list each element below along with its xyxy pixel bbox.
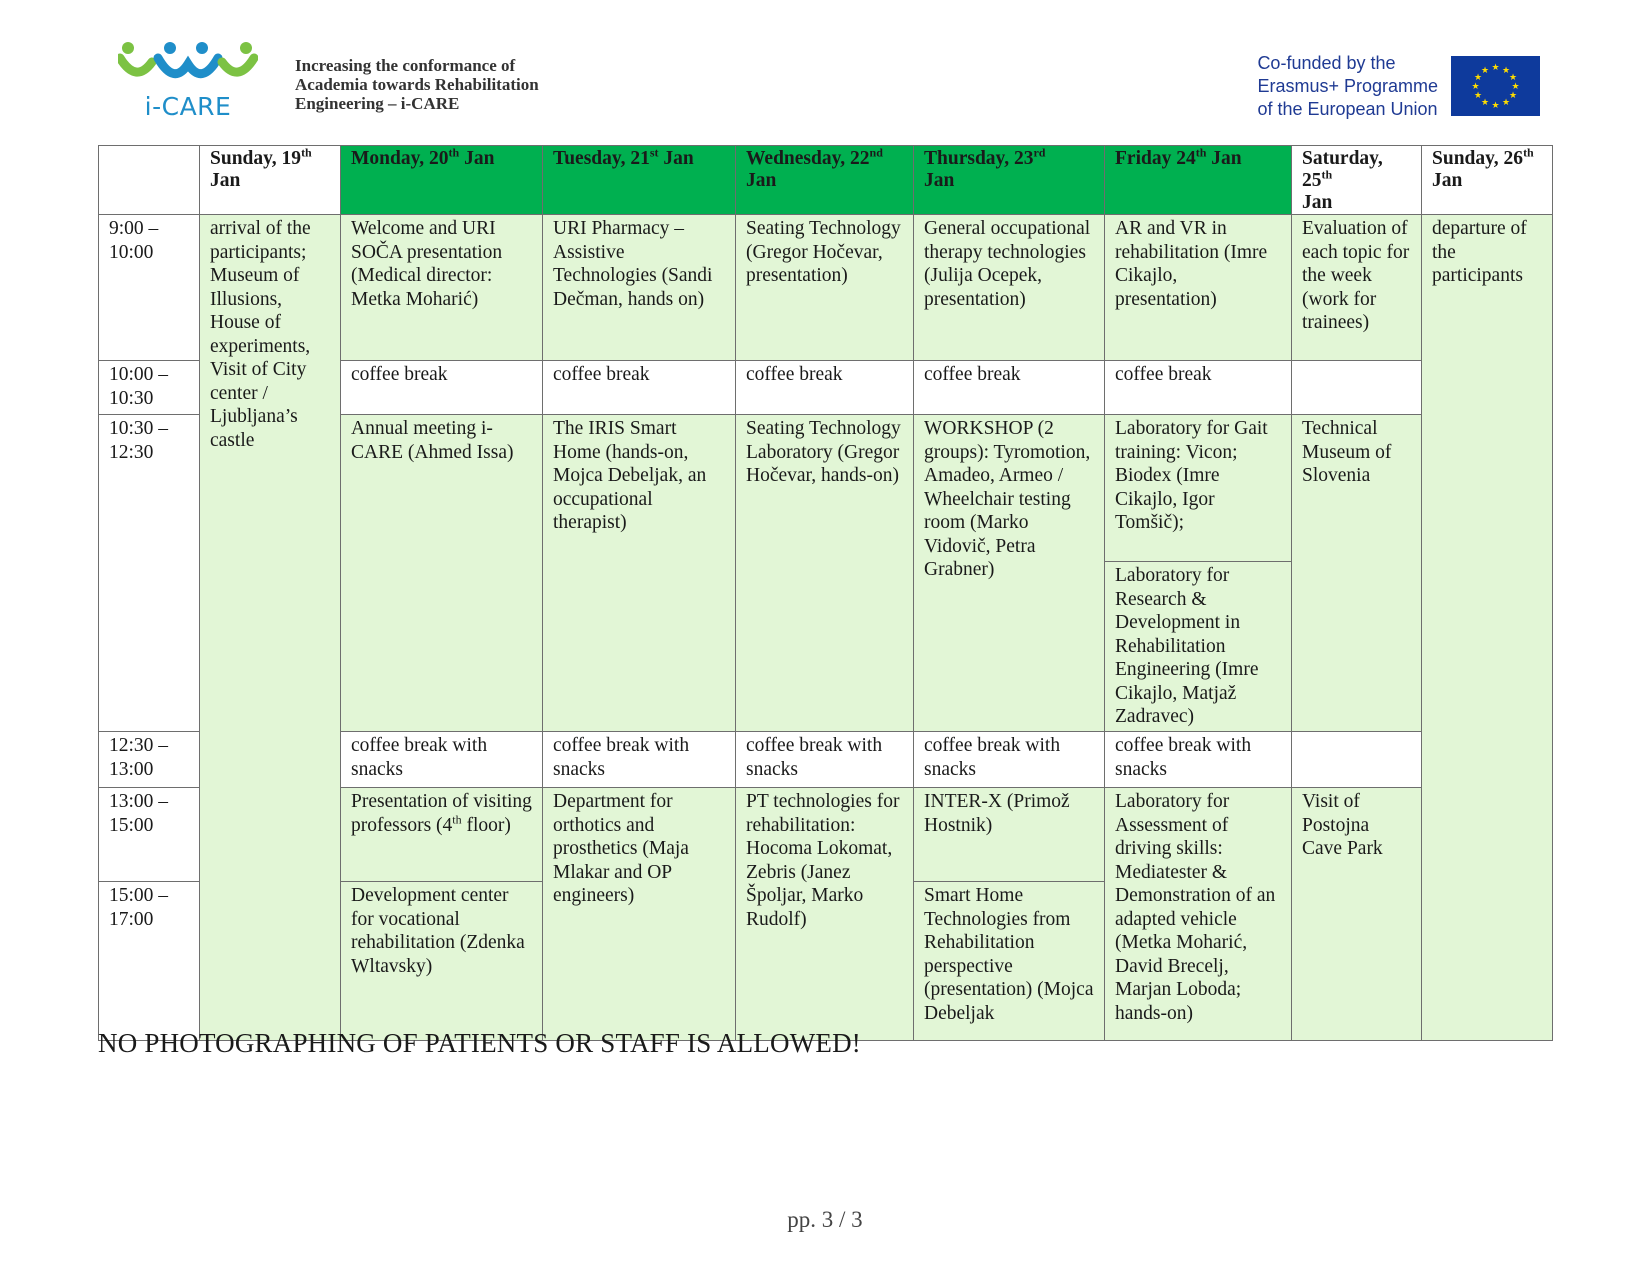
schedule-cell: coffee break with snacks: [1105, 732, 1292, 788]
schedule-cell: URI Pharmacy – Assistive Technologies (Sandi Dečman, hands on): [543, 215, 736, 361]
day-header: Wednesday, 22nd Jan: [736, 146, 914, 215]
schedule-cell: Laboratory for Assessment of driving skills: Mediatester & Demonstration of an adapted vehicle (Metka Moharić, David Brecelj, Marjan Loboda; hands-on): [1105, 788, 1292, 1041]
svg-text:★: ★: [1501, 66, 1511, 76]
time-slot: 15:00 – 17:00: [99, 882, 200, 1041]
svg-text:★: ★: [1480, 66, 1490, 76]
schedule-cell: Welcome and URI SOČA presentation (Medical director: Metka Moharić): [341, 215, 543, 361]
schedule-cell: coffee break: [341, 361, 543, 415]
schedule-cell: Smart Home Technologies from Rehabilitation perspective (presentation) (Mojca Debeljak: [914, 882, 1105, 1041]
svg-text:★: ★: [1501, 98, 1511, 108]
schedule-cell: Annual meeting i-CARE (Ahmed Issa): [341, 415, 543, 732]
schedule-cell: INTER-X (Primož Hostnik): [914, 788, 1105, 882]
svg-text:★: ★: [1508, 91, 1518, 101]
page-header: [0, 0, 1650, 140]
schedule-cell: coffee break with snacks: [736, 732, 914, 788]
svg-text:★: ★: [1471, 82, 1480, 92]
svg-text:★: ★: [1473, 91, 1483, 101]
eu-text-line: of the European Union: [1257, 99, 1438, 119]
schedule-cell: coffee break with snacks: [341, 732, 543, 788]
schedule-cell: Laboratory for Research & Development in Rehabilitation Engineering (Imre Cikajlo, Matjaž Zadravec): [1105, 562, 1292, 732]
schedule-cell: Presentation of visiting professors (4th floor): [341, 788, 543, 882]
svg-text:★: ★: [1511, 82, 1520, 92]
schedule-cell: The IRIS Smart Home (hands-on, Mojca Debeljak, an occupational therapist): [543, 415, 736, 732]
empty-cell: [1292, 361, 1422, 415]
eu-text-line: Erasmus+ Programme: [1257, 76, 1438, 96]
schedule-cell: WORKSHOP (2 groups): Tyromotion, Amadeo, Armeo / Wheelchair testing room (Marko Vidovič, Petra Grabner): [914, 415, 1105, 732]
project-title-line: Increasing the conformance of: [295, 56, 516, 75]
schedule-cell: PT technologies for rehabilitation: Hocoma Lokomat, Zebris (Janez Špoljar, Marko Rudolf): [736, 788, 914, 1041]
logo-text: i-CARE: [144, 92, 232, 121]
eu-flag-icon: [1451, 56, 1540, 116]
schedule-cell: Visit of Postojna Cave Park: [1292, 788, 1422, 1041]
time-slot: 9:00 – 10:00: [99, 215, 200, 361]
schedule-cell: Department for orthotics and prosthetics (Maja Mlakar and OP engineers): [543, 788, 736, 1041]
schedule-cell: General occupational therapy technologies (Julija Ocepek, presentation): [914, 215, 1105, 361]
time-slot: 12:30 – 13:00: [99, 732, 200, 788]
eu-text-line: Co-funded by the: [1257, 53, 1396, 73]
empty-cell: [1292, 732, 1422, 788]
schedule-table: [98, 145, 1553, 1041]
day-header: Monday, 20th Jan: [341, 146, 543, 215]
schedule-cell: coffee break with snacks: [543, 732, 736, 788]
schedule-cell: coffee break: [736, 361, 914, 415]
notice: NO PHOTOGRAPHING OF PATIENTS OR STAFF IS ALLOWED!: [98, 1028, 861, 1058]
page-number: pp. 3 / 3: [787, 1207, 863, 1232]
schedule-cell: coffee break: [914, 361, 1105, 415]
day-header: Sunday, 19th Jan: [200, 146, 341, 215]
schedule-cell: coffee break: [543, 361, 736, 415]
day-header: Friday 24th Jan: [1105, 146, 1292, 215]
project-title-line: Academia towards Rehabilitation: [295, 75, 539, 94]
header-row: [99, 146, 1553, 215]
i-care-logo: [118, 40, 258, 130]
project-title-line: Engineering – i-CARE: [295, 94, 460, 113]
time-slot: 10:30 – 12:30: [99, 415, 200, 732]
day-header: Sunday, 26th Jan: [1422, 146, 1553, 215]
i-care-logo-icon: [118, 40, 258, 100]
svg-text:★: ★: [1491, 63, 1500, 73]
time-slot: 10:00 – 10:30: [99, 361, 200, 415]
schedule-cell: AR and VR in rehabilitation (Imre Cikajlo, presentation): [1105, 215, 1292, 361]
sunday-departure-cell: departure of the participants: [1422, 215, 1553, 1041]
schedule-cell: Technical Museum of Slovenia: [1292, 415, 1422, 732]
schedule-cell: Evaluation of each topic for the week (work for trainees): [1292, 215, 1422, 361]
day-header: Tuesday, 21st Jan: [543, 146, 736, 215]
schedule-cell: coffee break with snacks: [914, 732, 1105, 788]
svg-text:★: ★: [1491, 101, 1500, 111]
svg-text:★: ★: [1508, 73, 1518, 83]
time-row: [99, 215, 1553, 361]
project-title: [295, 56, 539, 113]
schedule-cell: coffee break: [1105, 361, 1292, 415]
corner-cell: [99, 146, 200, 215]
eu-cofunding-text: [1257, 52, 1438, 121]
schedule-cell: Seating Technology Laboratory (Gregor Hočevar, hands-on): [736, 415, 914, 732]
sunday-arrival-cell: arrival of the participants; Museum of Illusions, House of experiments, Visit of City center / Ljubljana’s castle: [200, 215, 341, 1041]
schedule-cell: Development center for vocational rehabilitation (Zdenka Wltavsky): [341, 882, 543, 1041]
day-header: Thursday, 23rd Jan: [914, 146, 1105, 215]
svg-text:★: ★: [1480, 98, 1490, 108]
time-slot: 13:00 – 15:00: [99, 788, 200, 882]
svg-text:★: ★: [1473, 73, 1483, 83]
day-header: Saturday, 25th Jan: [1292, 146, 1422, 215]
schedule-cell: Laboratory for Gait training: Vicon; Biodex (Imre Cikajlo, Igor Tomšič);: [1105, 415, 1292, 562]
schedule-cell: Seating Technology (Gregor Hočevar, presentation): [736, 215, 914, 361]
